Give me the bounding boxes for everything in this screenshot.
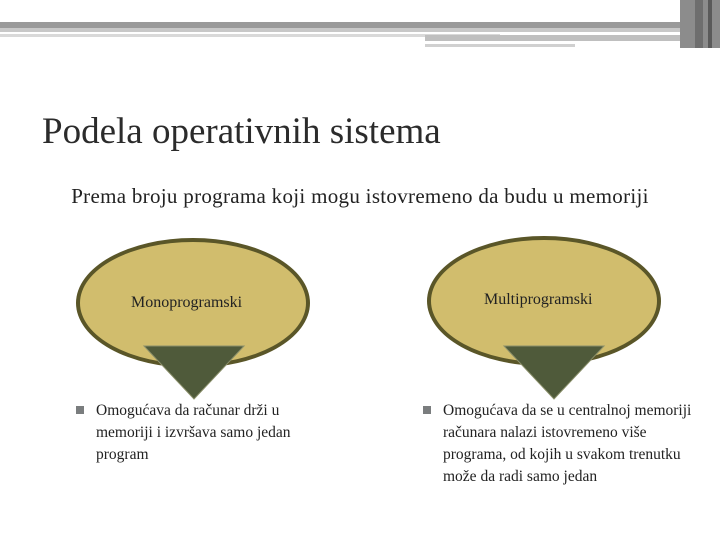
multiprogramski-description-text: Omogućava da se u centralnoj memoriji računara nalazi istovremeno više programa, od kojih u svakom trenutku može da radi samo jedan: [443, 402, 692, 485]
left-down-arrow-icon: [142, 344, 246, 402]
monoprogramski-description: [76, 400, 304, 466]
right-down-arrow-icon: [502, 344, 606, 402]
top-decorative-bars: [0, 0, 720, 50]
bullet-square-icon: [423, 406, 431, 414]
monoprogramski-label: Monoprogramski: [131, 294, 243, 311]
monoprogramski-description-text: Omogućava da računar drži u memoriji i izvršava samo jedan program: [96, 402, 291, 463]
slide-title: Podela operativnih sistema: [42, 111, 441, 152]
bullet-square-icon: [76, 406, 84, 414]
multiprogramski-description: [423, 400, 693, 488]
multiprogramski-label: Multiprogramski: [484, 291, 593, 308]
slide-subtitle: Prema broju programa koji mogu istovremeno da budu u memoriji: [71, 184, 649, 208]
